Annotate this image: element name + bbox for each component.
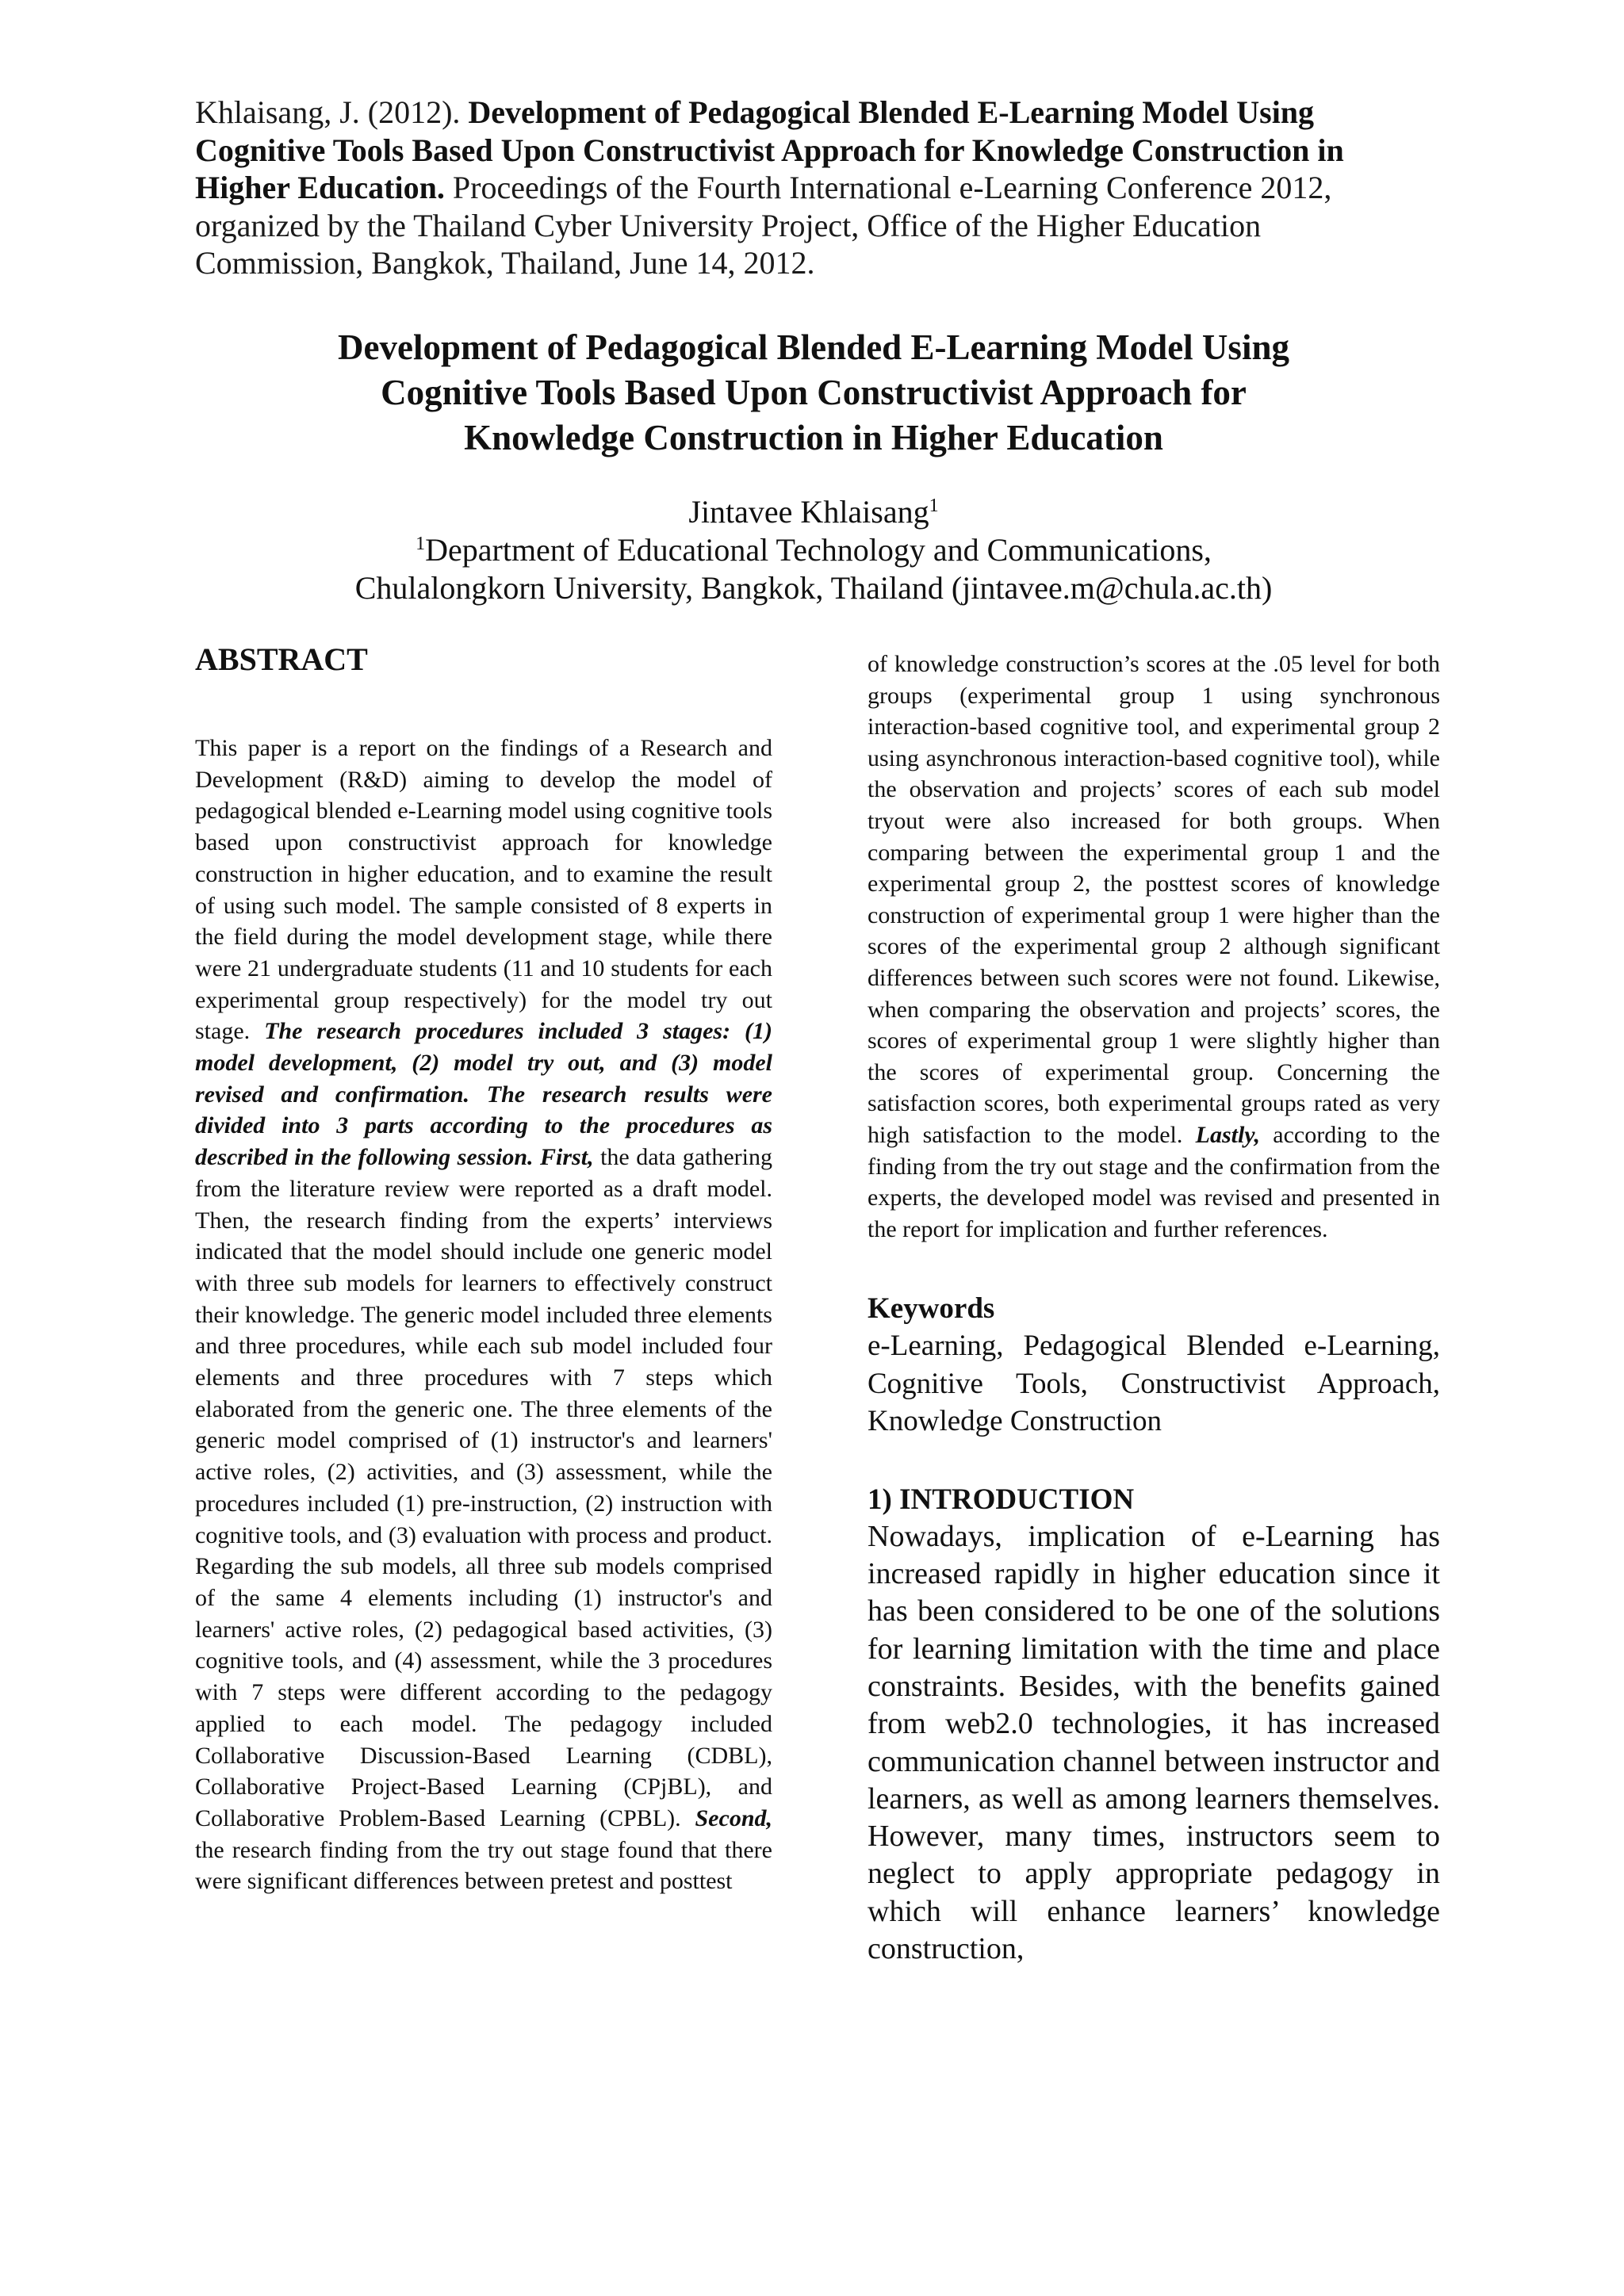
abstract-emphasis: Second,: [695, 1804, 772, 1831]
keywords-text: e-Learning, Pedagogical Blended e-Learning, Cognitive Tools, Constructivist Approach, Knowledge Construction: [868, 1330, 1440, 1438]
affiliation-line: Department of Educational Technology and Communications,: [425, 532, 1212, 568]
abstract-text-part: This paper is a report on the findings of a Research and Development (R&D) aiming to develop the model of pedagogical blended e-Learning model using cognitive tools based upon constructivist approach for knowledge construction in higher education, and to examine the result of using such model. The sample consisted of 8 experts in the field during the model development stage, while there were 21 undergraduate students (11 and 10 students for each experimental group respectively) for the model try out stage.: [195, 735, 772, 1045]
right-column: [868, 649, 1440, 1968]
abstract-heading: ABSTRACT: [195, 641, 368, 677]
abstract-emphasis: The research procedures included 3 stages: (1) model development, (2) model try out, and (3) model revised and confirmation. The research results were divided into 3 parts according to the procedures as described in the following session. First,: [195, 1018, 773, 1171]
introduction-text: Nowadays, implication of e-Learning has increased rapidly in higher education since it has been considered to be one of the solutions for learning limitation with the time and place constraints. Besides, with the benefits gained from web2.0 technologies, it has increased communication channel between instructor and learners, as well as among learners themselves. However, many times, instructors seem to neglect to apply appropriate pedagogy in which will enhance learners’ knowledge construction,: [868, 1519, 1440, 1966]
author-block: [195, 493, 1432, 607]
affiliation-superscript: 1: [416, 534, 426, 554]
abstract-text-part: the data gathering from the literature review were reported as a draft model. Then, the research finding from the experts’ interviews indicated that the model should include one generic model with three sub models for learners to effectively construct their knowledge. The generic model included three elements and three procedures, while each sub model included four elements and three procedures with 7 steps which elaborated from the generic one. The three elements of the generic model comprised of (1) instructor's and learners' active roles, (2) activities, and (3) assessment, while the procedures included (1) pre-instruction, (2) instruction with cognitive tools, and (3) evaluation with process and product. Regarding the sub models, all three sub models comprised of the same 4 elements including (1) instructor's and learners' active roles, (2) pedagogical based activities, (3) cognitive tools, and (4) assessment, while the 3 procedures with 7 steps were different according to the pedagogy applied to each model. The pedagogy included Collaborative Discussion-Based Learning (CDBL), Collaborative Project-Based Learning (CPjBL), and Collaborative Problem-Based Learning (CPBL).: [195, 1144, 772, 1831]
abstract-paragraph: [195, 733, 772, 1897]
left-column: [195, 641, 772, 1897]
keywords-heading: Keywords: [868, 1292, 995, 1326]
abstract-emphasis: Lastly,: [1195, 1121, 1261, 1148]
citation-title: Development of Pedagogical Blended E-Learning Model Using Cognitive Tools Based Upon Constructivist Approach for Knowledge Construction in Higher Education.: [195, 94, 1344, 205]
abstract-text-part: of knowledge construction’s scores at the .05 level for both groups (experimental group 1 using synchronous interaction-based cognitive tool, and experimental group 2 using asynchronous interaction-based cognitive tool), while the observation and projects’ scores of each sub model tryout were also increased for both groups. When comparing between the experimental group 1 and the experimental group 2, the posttest scores of knowledge construction of experimental group 1 were higher than the scores of the experimental group 2 although significant differences between such scores were not found. Likewise, when comparing the observation and projects’ scores, the scores of experimental group 1 were slightly higher than the scores of experimental group. Concerning the satisfaction scores, both experimental groups rated as very high satisfaction to the model.: [868, 651, 1440, 1148]
author-name: Jintavee Khlaisang: [688, 494, 929, 530]
abstract-text-part: the research finding from the try out stage found that there were significant differences between pretest and posttest: [195, 1836, 772, 1895]
abstract-text-part: according to the finding from the try out stage and the confirmation from the experts, the developed model was revised and presented in the report for implication and further references.: [868, 1121, 1440, 1242]
paper-title-line: Knowledge Construction in Higher Education: [464, 418, 1163, 457]
affiliation-line: Chulalongkorn University, Bangkok, Thailand (jintavee.m@chula.ac.th): [354, 570, 1273, 606]
abstract-continuation: [868, 649, 1440, 1245]
paper-title: [195, 325, 1432, 461]
paper-title-line: Development of Pedagogical Blended E-Learning Model Using: [338, 327, 1289, 367]
paper-title-line: Cognitive Tools Based Upon Constructivist Approach for: [381, 373, 1247, 412]
introduction-heading: 1) INTRODUCTION: [868, 1483, 1135, 1516]
author-superscript: 1: [929, 496, 939, 516]
citation-prefix: Khlaisang, J. (2012).: [195, 94, 469, 130]
citation-block: [195, 94, 1432, 282]
citation-details: Proceedings of the Fourth International e-Learning Conference 2012, organized by the Thailand Cyber University Project, Office of the Higher Education Commission, Bangkok, Thailand, June 14, 2012.: [195, 170, 1332, 281]
